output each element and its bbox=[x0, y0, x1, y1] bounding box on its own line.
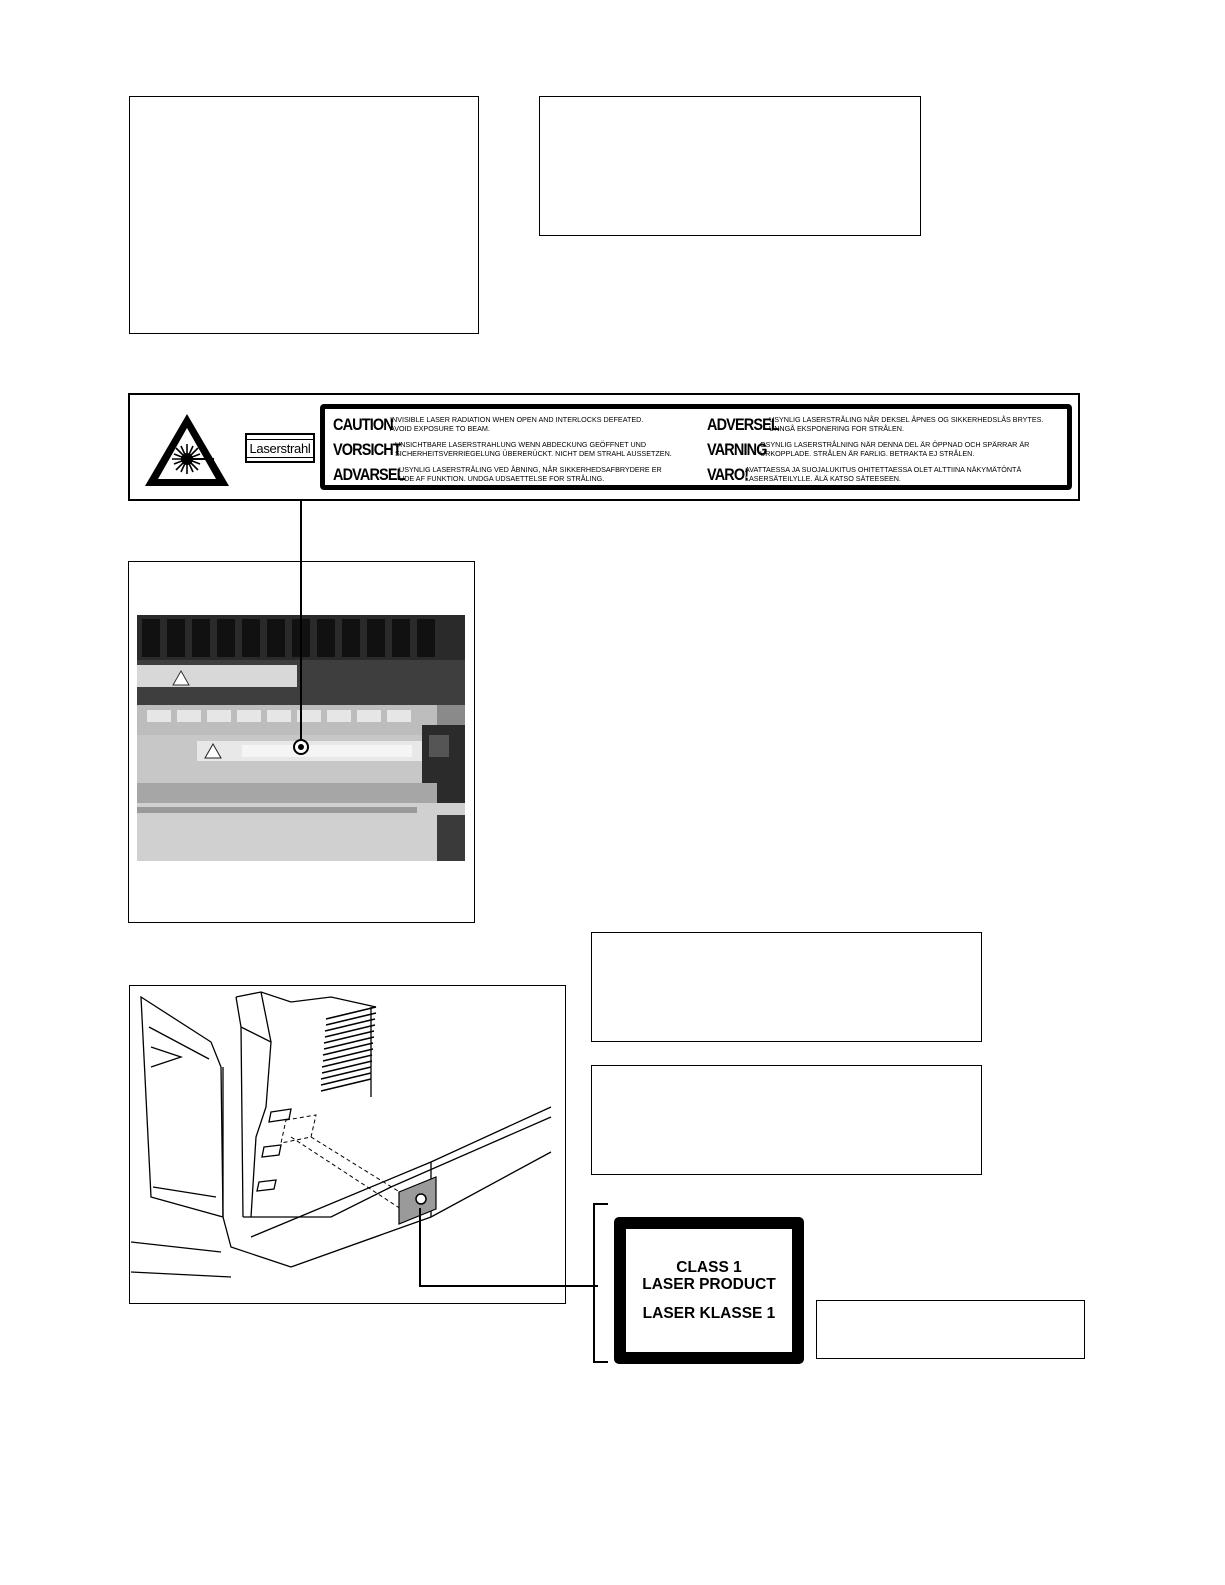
empty-frame-top-left bbox=[129, 96, 479, 334]
warnings-left-column bbox=[333, 412, 672, 487]
class-label-line3: LASER KLASSE 1 bbox=[642, 1305, 776, 1322]
empty-frame-middle-2 bbox=[591, 1065, 982, 1175]
warning-row bbox=[707, 437, 1043, 462]
warning-text: UNSICHTBARE LASERSTRAHLUNG WENN ABDECKUNG GEÖFFNET UND bbox=[395, 439, 647, 449]
warning-text: USYNLIG LASERSTRÅLING NÅR DEKSEL ÅPNES OG SIKKERHEDSLÅS BRYTES. bbox=[769, 414, 1044, 424]
warning-word: VORSICHT bbox=[333, 439, 401, 459]
warning-text: LASERSÄTEILYLLE. ÄLÄ KATSO SÄTEESEEN. bbox=[745, 473, 901, 483]
empty-frame-middle-1 bbox=[591, 932, 982, 1042]
laser-warning-icon bbox=[142, 411, 232, 489]
warning-word: CAUTION bbox=[333, 414, 393, 434]
warning-word: ADVARSEL bbox=[333, 464, 405, 484]
laser-caution-label bbox=[128, 393, 1080, 501]
empty-frame-top-right bbox=[539, 96, 921, 236]
warning-text: UDE AF FUNKTION. UNDGA UDSAETTELSE FOR STRÅLING. bbox=[399, 473, 605, 483]
warning-row bbox=[333, 437, 672, 462]
warnings-right-column bbox=[707, 412, 1043, 487]
warning-text: UNNGÅ EKSPONERING FOR STRÅLEN. bbox=[769, 423, 904, 433]
warning-text: URKOPPLADE. STRÅLEN ÄR FARLIG. BETRAKTA EJ STRÅLEN. bbox=[760, 448, 975, 458]
warning-text: AVATTAESSA JA SUOJALUKITUS OHITETTAESSA OLET ALTTIINA NÄKYMÄTÖNTÄ bbox=[745, 464, 1022, 474]
warning-text: USYNLIG LASERSTRÅLING VED ÅBNING, NÅR SIKKERHEDSAFBRYDERE ER bbox=[399, 464, 662, 474]
laserstrahl-tag bbox=[245, 433, 315, 463]
warning-text: INVISIBLE LASER RADIATION WHEN OPEN AND INTERLOCKS DEFEATED. bbox=[390, 414, 644, 424]
warning-word: ADVERSEL bbox=[707, 414, 779, 434]
warning-row bbox=[333, 462, 672, 487]
laserstrahl-text: Laserstrahl bbox=[246, 439, 315, 458]
warning-text: OSYNLIG LASERSTRÅLNING NÄR DENNA DEL ÄR ÖPPNAD OCH SPÄRRAR ÄR bbox=[760, 439, 1030, 449]
caution-panel bbox=[320, 404, 1072, 490]
class-label-leader bbox=[410, 1200, 610, 1370]
class-label-line1: CLASS 1 bbox=[676, 1259, 742, 1276]
class-1-label-body bbox=[626, 1229, 792, 1352]
warning-row bbox=[707, 462, 1043, 487]
warning-text: AVOID EXPOSURE TO BEAM. bbox=[390, 423, 490, 433]
warning-word: VARO! bbox=[707, 464, 749, 484]
empty-frame-bottom-right bbox=[816, 1300, 1085, 1359]
warning-row bbox=[333, 412, 672, 437]
class-1-laser-label bbox=[614, 1217, 804, 1364]
warning-word: VARNING bbox=[707, 439, 767, 459]
label-edge-mark bbox=[1067, 443, 1070, 457]
warning-text: SICHERHEITSVERRIEGELUNG ÜBERERÜCKT. NICHT DEM STRAHL AUSSETZEN. bbox=[395, 448, 672, 458]
class-label-line2: LASER PRODUCT bbox=[642, 1276, 776, 1293]
warning-row bbox=[707, 412, 1043, 437]
label-location-leader bbox=[290, 500, 314, 760]
